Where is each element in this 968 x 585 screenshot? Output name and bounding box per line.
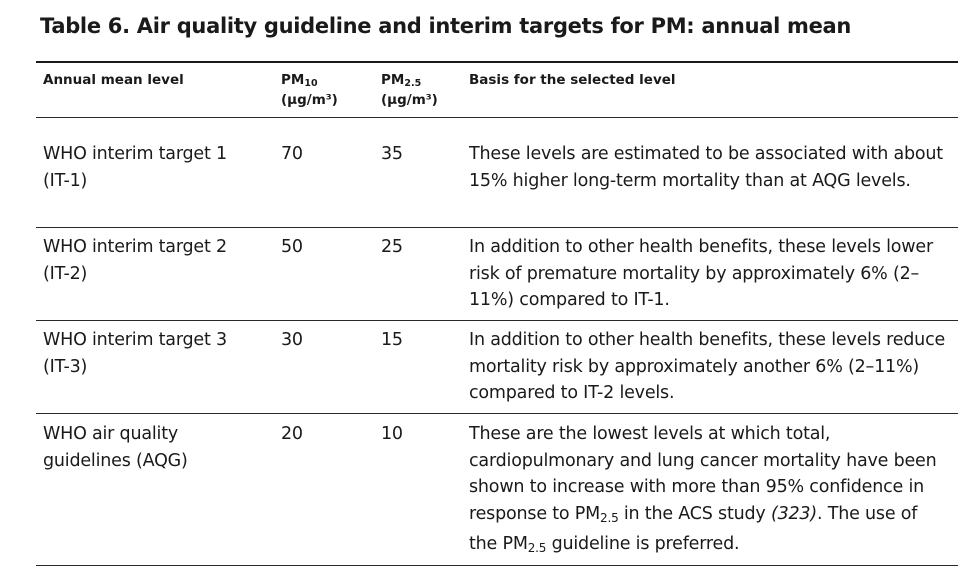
header-pm10 (281, 72, 338, 109)
level-line1: WHO interim target 3 (43, 330, 227, 350)
table-bottom-rule (36, 565, 958, 566)
table-row-aqg-pm25: 10 (381, 424, 403, 444)
table-row-it3-basis: In addition to other health benefits, these levels reduce mortality risk by approximately another 6% (2–11%) compared to IT-2 levels. (469, 330, 946, 403)
table-row-it1-pm10: 70 (281, 144, 303, 164)
header-pm25 (381, 72, 438, 109)
table-row-it2-pm10: 50 (281, 237, 303, 257)
table-row-it2-level (43, 234, 268, 287)
basis-text: These are the lowest levels at which total, cardiopulmonary and lung cancer mortality have been shown to increase with more than 95% confidence in response to PM (469, 424, 937, 524)
table-title: Table 6. Air quality guideline and interim targets for PM: annual mean (40, 14, 852, 38)
level-line2: (IT-1) (43, 170, 88, 191)
table-row-aqg-level (43, 421, 268, 474)
level-line1: WHO air quality (43, 424, 179, 444)
pm25-subscript: 2.5 (600, 510, 619, 525)
table-row-it1-level (43, 141, 268, 194)
table-row-it2-pm25: 25 (381, 237, 403, 257)
pm25-subscript: 2.5 (527, 541, 547, 555)
header-rule (36, 117, 958, 118)
row-divider (36, 320, 958, 321)
table-row-it1-pm25: 35 (381, 144, 403, 164)
table-row-it3-pm25: 15 (381, 330, 403, 350)
table-row-it3-pm10: 30 (281, 330, 303, 350)
row-divider (36, 413, 958, 414)
header-pm10-subscript: 10 (304, 78, 318, 89)
level-line1: WHO interim target 2 (43, 237, 227, 257)
header-pm25-unit: (µg/m³) (381, 92, 438, 108)
header-pm25-subscript: 2.5 (404, 78, 422, 89)
header-basis: Basis for the selected level (469, 72, 676, 88)
table-row-it1-basis: These levels are estimated to be associated with about 15% higher long-term mortality than at AQG levels. (469, 144, 943, 191)
level-line1: WHO interim target 1 (43, 144, 227, 164)
citation-reference: (323) (770, 503, 817, 524)
basis-text: guideline is preferred. (546, 534, 740, 554)
table-row-it2-basis: In addition to other health benefits, these levels lower risk of premature mortality by approximately 6% (2–11%) compared to IT-1. (469, 237, 933, 310)
table-row-aqg-pm10: 20 (281, 424, 303, 444)
header-pm10-unit: (µg/m³) (281, 92, 338, 108)
header-pm25-label: PM (381, 72, 405, 88)
basis-text: . The use of the PM (469, 503, 918, 554)
level-line2: (IT-2) (43, 263, 88, 284)
header-pm10-label: PM (281, 72, 305, 88)
table-row-it3-level (43, 327, 268, 380)
level-line2: (IT-3) (43, 356, 88, 377)
table-row-aqg-basis (469, 421, 949, 562)
basis-text: in the ACS study (618, 503, 771, 524)
row-divider (36, 227, 958, 228)
header-annual-mean-level: Annual mean level (43, 72, 184, 88)
level-line2: guidelines (AQG) (43, 450, 188, 471)
table-top-rule (36, 61, 958, 63)
